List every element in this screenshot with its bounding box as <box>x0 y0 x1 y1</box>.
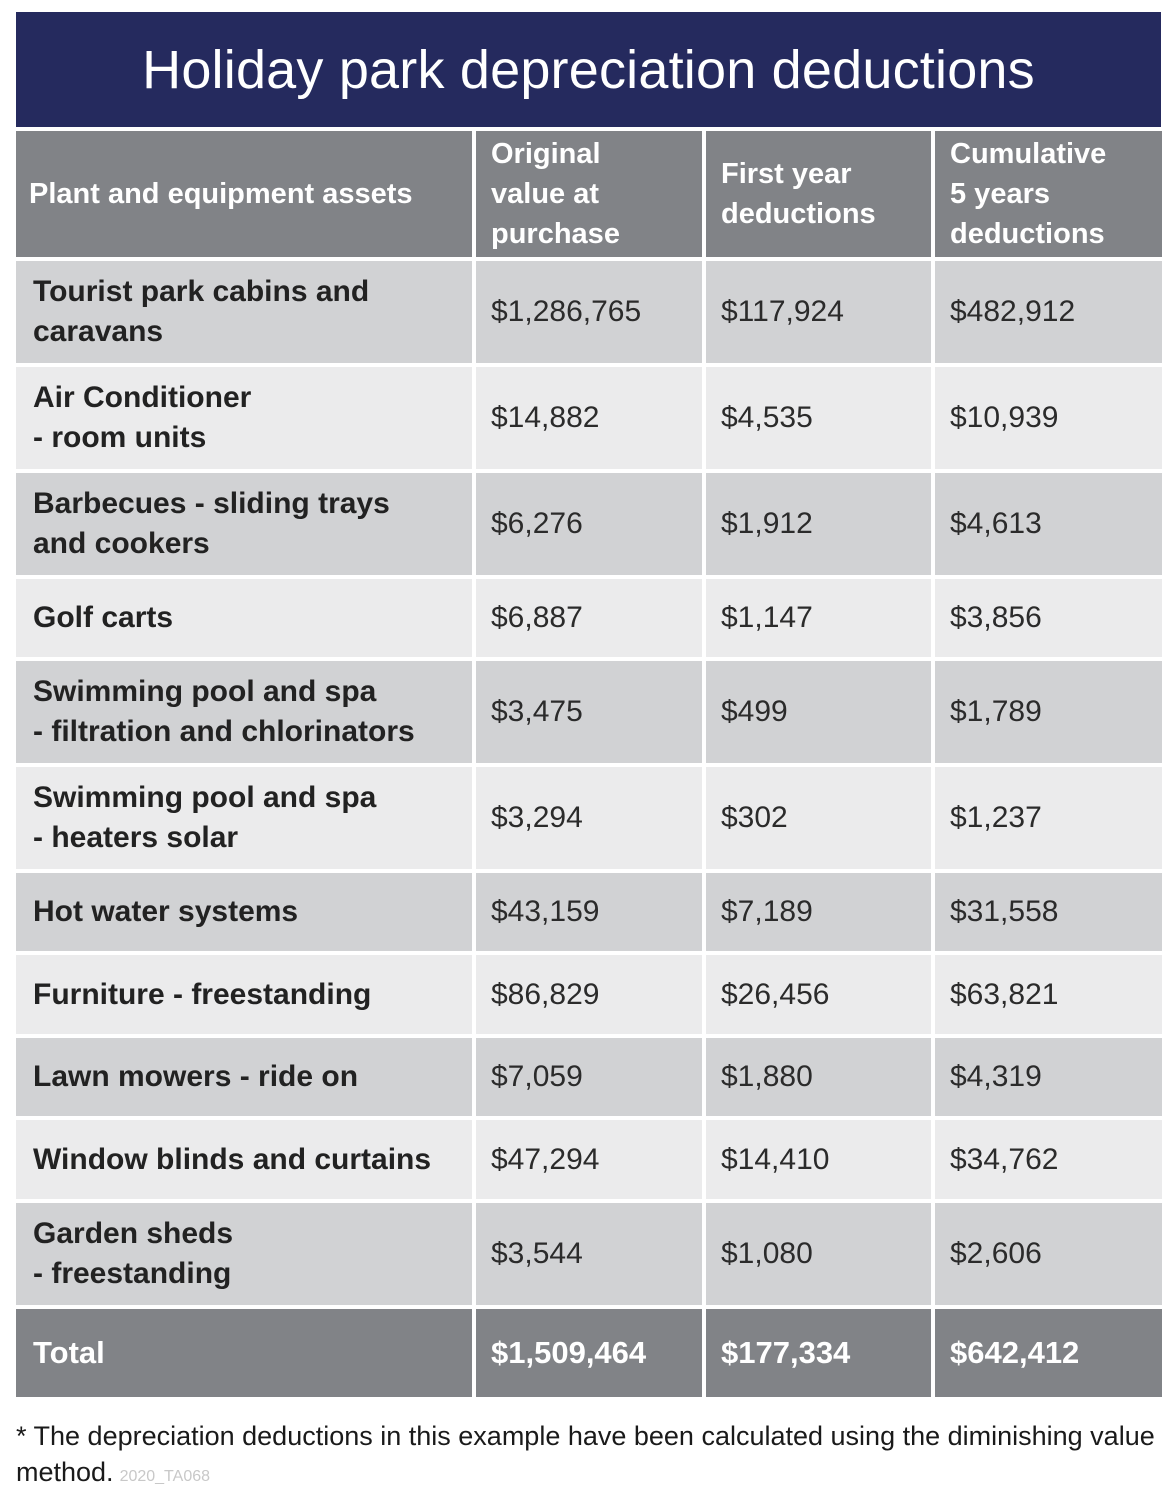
table-row <box>16 1120 1162 1203</box>
table-row <box>16 955 1162 1038</box>
asset-name: Barbecues - sliding trays and cookers <box>16 473 476 579</box>
first-year-deduction: $14,410 <box>706 1120 935 1203</box>
first-year-deduction: $4,535 <box>706 367 935 473</box>
original-value: $3,544 <box>476 1203 706 1309</box>
original-value: $1,286,765 <box>476 261 706 367</box>
asset-name: Lawn mowers - ride on <box>16 1038 476 1120</box>
page-title: Holiday park depreciation deductions <box>16 12 1161 127</box>
table-row <box>16 473 1162 579</box>
first-year-deduction: $302 <box>706 767 935 873</box>
depreciation-table <box>16 131 1162 1401</box>
asset-name: Swimming pool and spa - heaters solar <box>16 767 476 873</box>
first-year-deduction: $1,147 <box>706 579 935 661</box>
original-value: $6,276 <box>476 473 706 579</box>
cumulative-deduction: $3,856 <box>935 579 1162 661</box>
header-first-year: First year deductions <box>706 131 935 261</box>
total-cumulative: $642,412 <box>935 1309 1162 1401</box>
original-value: $3,294 <box>476 767 706 873</box>
footnote <box>16 1418 1166 1495</box>
footnote-text: * The depreciation deductions in this example have been calculated using the diminishing value method. <box>16 1421 1155 1487</box>
original-value: $86,829 <box>476 955 706 1038</box>
original-value: $14,882 <box>476 367 706 473</box>
cumulative-deduction: $63,821 <box>935 955 1162 1038</box>
cumulative-deduction: $4,319 <box>935 1038 1162 1120</box>
first-year-deduction: $117,924 <box>706 261 935 367</box>
first-year-deduction: $1,080 <box>706 1203 935 1309</box>
table-row <box>16 579 1162 661</box>
cumulative-deduction: $2,606 <box>935 1203 1162 1309</box>
asset-name: Furniture - freestanding <box>16 955 476 1038</box>
cumulative-deduction: $34,762 <box>935 1120 1162 1203</box>
asset-name: Hot water systems <box>16 873 476 955</box>
table-row <box>16 767 1162 873</box>
table-row <box>16 1203 1162 1309</box>
asset-name: Swimming pool and spa - filtration and chlorinators <box>16 661 476 767</box>
original-value: $47,294 <box>476 1120 706 1203</box>
total-label: Total <box>16 1309 476 1401</box>
first-year-deduction: $1,912 <box>706 473 935 579</box>
cumulative-deduction: $31,558 <box>935 873 1162 955</box>
cumulative-deduction: $10,939 <box>935 367 1162 473</box>
first-year-deduction: $26,456 <box>706 955 935 1038</box>
table-row <box>16 661 1162 767</box>
first-year-deduction: $499 <box>706 661 935 767</box>
asset-name: Air Conditioner - room units <box>16 367 476 473</box>
first-year-deduction: $7,189 <box>706 873 935 955</box>
asset-name: Window blinds and curtains <box>16 1120 476 1203</box>
total-original-value: $1,509,464 <box>476 1309 706 1401</box>
asset-name: Golf carts <box>16 579 476 661</box>
cumulative-deduction: $1,789 <box>935 661 1162 767</box>
asset-name: Garden sheds - freestanding <box>16 1203 476 1309</box>
total-first-year: $177,334 <box>706 1309 935 1401</box>
original-value: $6,887 <box>476 579 706 661</box>
original-value: $3,475 <box>476 661 706 767</box>
table-row <box>16 261 1162 367</box>
reference-code: 2020_TA068 <box>119 1468 211 1485</box>
total-row <box>16 1309 1162 1401</box>
header-original-value: Original value at purchase <box>476 131 706 261</box>
header-asset: Plant and equipment assets <box>16 131 476 261</box>
header-cumulative: Cumulative 5 years deductions <box>935 131 1162 261</box>
cumulative-deduction: $4,613 <box>935 473 1162 579</box>
first-year-deduction: $1,880 <box>706 1038 935 1120</box>
original-value: $7,059 <box>476 1038 706 1120</box>
cumulative-deduction: $482,912 <box>935 261 1162 367</box>
original-value: $43,159 <box>476 873 706 955</box>
table-row <box>16 1038 1162 1120</box>
cumulative-deduction: $1,237 <box>935 767 1162 873</box>
header-row <box>16 131 1162 261</box>
table-row <box>16 873 1162 955</box>
table-row <box>16 367 1162 473</box>
asset-name: Tourist park cabins and caravans <box>16 261 476 367</box>
